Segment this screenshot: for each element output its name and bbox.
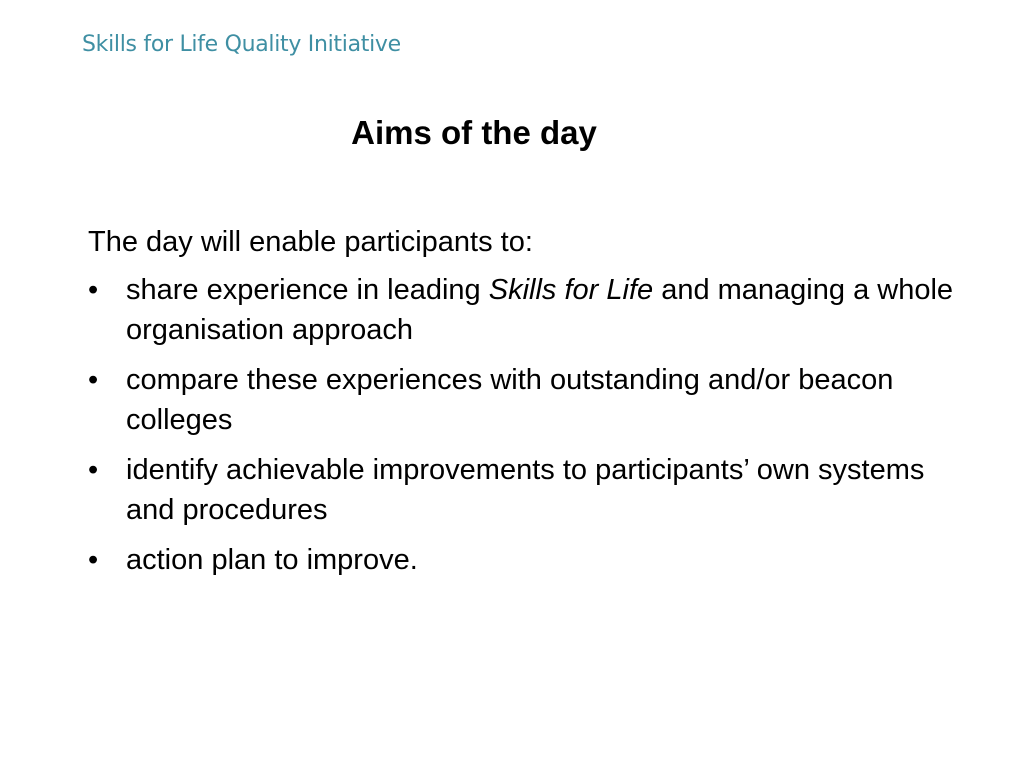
bullet-text-before: share experience in leading <box>126 274 489 306</box>
bullet-text-italic: Skills for Life <box>488 274 654 306</box>
bullet-icon: • <box>88 274 99 306</box>
list-item <box>88 360 968 440</box>
bullet-text: compare these experiences with outstanding and/or beacon colleges <box>126 364 894 436</box>
page-title: Aims of the day <box>351 114 597 151</box>
logo-text: Skills for Life Quality Initiative <box>82 32 401 57</box>
bullet-text: identify achievable improvements to participants’ own systems and procedures <box>126 454 925 526</box>
bullet-list <box>88 270 968 580</box>
intro-text: The day will enable participants to: <box>88 226 533 258</box>
list-item <box>88 540 968 580</box>
list-item <box>88 450 968 530</box>
slide-body <box>88 222 968 590</box>
bullet-icon: • <box>88 544 99 576</box>
bullet-icon: • <box>88 454 99 486</box>
list-item <box>88 270 968 350</box>
bullet-text: action plan to improve. <box>126 544 418 576</box>
bullet-icon: • <box>88 364 99 396</box>
bullet-text-after: and managing a whole organisation approach <box>126 274 954 346</box>
